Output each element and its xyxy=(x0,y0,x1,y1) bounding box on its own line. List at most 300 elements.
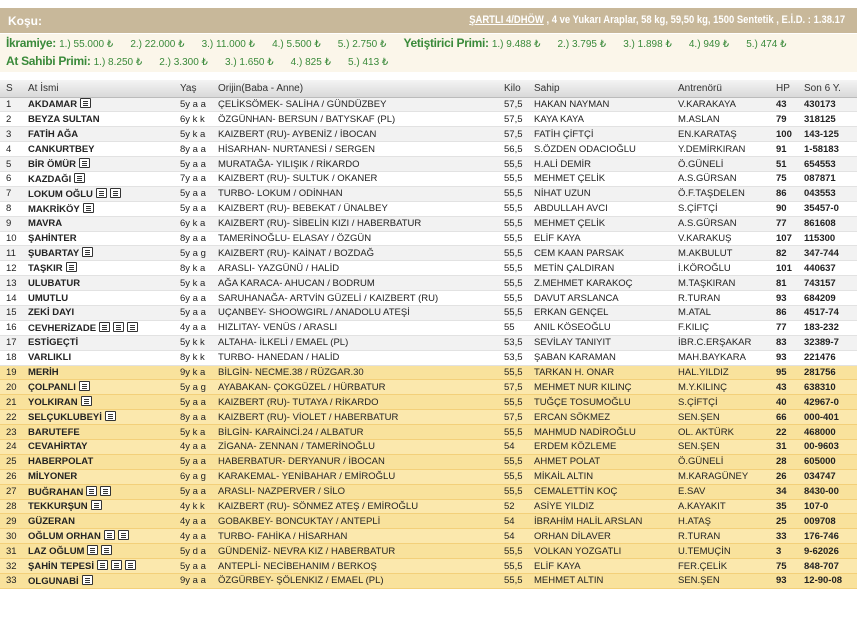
horse-name[interactable] xyxy=(22,246,174,261)
notepad-icon[interactable] xyxy=(101,545,112,555)
notepad-icon[interactable] xyxy=(66,262,77,272)
col-header-yas[interactable]: Yaş xyxy=(174,80,212,97)
horse-name-text[interactable]: BUĞRAHAN xyxy=(28,486,84,498)
horse-name-text[interactable]: KAZDAĞI xyxy=(28,173,72,185)
horse-name-text[interactable]: HABERPOLAT xyxy=(28,456,94,468)
horse-last6-text: 32389-7 xyxy=(804,337,839,349)
horse-trainer xyxy=(672,499,770,514)
notepad-icon[interactable] xyxy=(104,530,115,540)
horse-trainer xyxy=(672,216,770,231)
horse-weight xyxy=(498,350,528,365)
col-header-hp[interactable]: HP xyxy=(770,80,798,97)
horse-weight xyxy=(498,261,528,276)
row-number xyxy=(0,395,22,410)
horse-trainer xyxy=(672,380,770,395)
horse-hp xyxy=(770,425,798,440)
table-row[interactable] xyxy=(0,529,857,544)
table-row[interactable] xyxy=(0,335,857,350)
notepad-icon[interactable] xyxy=(80,98,91,108)
row-number xyxy=(0,261,22,276)
notepad-icon[interactable] xyxy=(74,173,85,183)
horse-owner xyxy=(528,276,672,291)
horse-name-text[interactable]: SELÇUKLUBEYİ xyxy=(28,412,102,424)
horse-name-text[interactable]: BARUTEFE xyxy=(28,426,80,438)
row-number-text: 14 xyxy=(6,292,17,304)
table-row[interactable] xyxy=(0,350,857,365)
table-row[interactable] xyxy=(0,499,857,514)
table-row[interactable] xyxy=(0,439,857,454)
horse-weight xyxy=(498,484,528,499)
table-row[interactable] xyxy=(0,484,857,499)
notepad-icon[interactable] xyxy=(97,560,108,570)
horse-name-text[interactable]: ŞAHİN TEPESİ xyxy=(28,561,94,573)
horse-owner xyxy=(528,305,672,320)
horse-name[interactable] xyxy=(22,514,174,529)
horse-last6-text: 009708 xyxy=(804,515,836,527)
horse-weight xyxy=(498,395,528,410)
horse-name-text[interactable]: ŞAHİNTER xyxy=(28,232,77,244)
horse-origin xyxy=(212,171,498,186)
horse-name[interactable] xyxy=(22,201,174,216)
horse-trainer xyxy=(672,350,770,365)
horse-last6-text: 9-62026 xyxy=(804,545,839,557)
horse-name[interactable] xyxy=(22,261,174,276)
sahibi-3: 3.) 1.650 ₺ xyxy=(224,57,274,68)
horse-name[interactable] xyxy=(22,380,174,395)
notepad-icon[interactable] xyxy=(96,188,107,198)
table-row[interactable] xyxy=(0,410,857,425)
horse-weight xyxy=(498,112,528,127)
horse-name-text[interactable]: GÜZERAN xyxy=(28,515,75,527)
table-row[interactable] xyxy=(0,380,857,395)
horse-name[interactable] xyxy=(22,544,174,559)
horse-trainer xyxy=(672,574,770,589)
col-header-orijin[interactable]: Orijin(Baba - Anne) xyxy=(212,80,498,97)
horse-trainer xyxy=(672,157,770,172)
table-row[interactable] xyxy=(0,320,857,335)
horse-name-text[interactable]: CEVHERİZADE xyxy=(28,322,97,334)
notepad-icon[interactable] xyxy=(127,322,138,332)
horse-name-text[interactable]: TEKKURŞUN xyxy=(28,501,88,513)
horse-last6 xyxy=(798,320,857,335)
horse-last6 xyxy=(798,350,857,365)
horse-age xyxy=(174,484,212,499)
horse-age xyxy=(174,305,212,320)
notepad-icon[interactable] xyxy=(105,411,116,421)
horse-name-text[interactable]: YOLKIRAN xyxy=(28,397,78,409)
horse-hp xyxy=(770,112,798,127)
horse-hp xyxy=(770,305,798,320)
horse-owner xyxy=(528,544,672,559)
horse-name-text[interactable]: BİR ÖMÜR xyxy=(28,159,77,170)
horse-age-text: 6y a g xyxy=(180,471,206,483)
row-number xyxy=(0,201,22,216)
horse-weight xyxy=(498,127,528,142)
horse-age xyxy=(174,276,212,291)
horse-name[interactable] xyxy=(22,320,174,335)
horse-name[interactable] xyxy=(22,335,174,350)
horse-age-text: 5y a a xyxy=(180,396,206,408)
table-row[interactable] xyxy=(0,276,857,291)
notepad-icon[interactable] xyxy=(110,188,121,198)
col-header-s[interactable]: S xyxy=(0,80,22,97)
row-number-text: 33 xyxy=(6,575,17,587)
horse-trainer xyxy=(672,201,770,216)
horse-last6 xyxy=(798,246,857,261)
notepad-icon[interactable] xyxy=(86,486,97,496)
horse-trainer-text: FER.ÇELİK xyxy=(678,560,728,572)
horse-hp xyxy=(770,559,798,574)
horse-name-text[interactable]: MERİH xyxy=(28,366,59,378)
row-number-text: 7 xyxy=(6,188,12,200)
row-number xyxy=(0,484,22,499)
horse-name-text[interactable]: TAŞKIR xyxy=(28,263,63,275)
horse-weight xyxy=(498,499,528,514)
table-row[interactable] xyxy=(0,157,857,172)
horse-name-text[interactable]: ŞUBARTAY xyxy=(28,248,80,260)
horse-weight-text: 55,5 xyxy=(504,203,523,215)
horse-name[interactable] xyxy=(22,231,174,246)
col-header-at-ismi[interactable]: At İsmi xyxy=(22,80,174,97)
notepad-icon[interactable] xyxy=(79,158,90,168)
horse-owner-text: Z.MEHMET KARAKOÇ xyxy=(534,277,633,289)
horse-origin-text: KARAKEMAL- YENİBAHAR / EMİROĞLU xyxy=(218,471,396,483)
horse-last6 xyxy=(798,529,857,544)
horse-last6-text: 35457-0 xyxy=(804,203,839,215)
horse-owner-text: KAYA KAYA xyxy=(534,113,584,125)
horse-age-text: 8y a a xyxy=(180,411,206,423)
horse-hp xyxy=(770,276,798,291)
horse-name[interactable] xyxy=(22,216,174,231)
table-row[interactable] xyxy=(0,186,857,201)
table-row[interactable] xyxy=(0,395,857,410)
table-row[interactable] xyxy=(0,544,857,559)
horse-name-text[interactable]: ESTİGEÇTİ xyxy=(28,337,79,349)
horse-last6 xyxy=(798,544,857,559)
row-number xyxy=(0,410,22,425)
horse-last6 xyxy=(798,365,857,380)
horse-owner xyxy=(528,97,672,112)
horse-name[interactable] xyxy=(22,454,174,469)
horse-last6-text: 107-0 xyxy=(804,500,829,512)
horse-owner xyxy=(528,410,672,425)
horse-name[interactable] xyxy=(22,484,174,499)
horse-weight xyxy=(498,544,528,559)
horse-trainer xyxy=(672,454,770,469)
horse-owner-text: TARKAN H. ONAR xyxy=(534,366,615,378)
horse-trainer-text: A.S.GÜRSAN xyxy=(678,218,737,230)
horse-last6 xyxy=(798,425,857,440)
row-number-text: 20 xyxy=(6,381,17,393)
horse-weight xyxy=(498,514,528,529)
horse-owner xyxy=(528,201,672,216)
table-row[interactable] xyxy=(0,454,857,469)
col-header-sahip[interactable]: Sahip xyxy=(528,80,672,97)
row-number xyxy=(0,514,22,529)
horse-weight xyxy=(498,276,528,291)
horse-name[interactable] xyxy=(22,499,174,514)
horse-owner xyxy=(528,380,672,395)
horse-name[interactable] xyxy=(22,365,174,380)
notepad-icon[interactable] xyxy=(82,575,93,585)
notepad-icon[interactable] xyxy=(91,500,102,510)
horse-name-text[interactable]: VARLIKLI xyxy=(28,352,72,364)
horse-owner-text: MEHMET ÇELİK xyxy=(534,218,606,230)
horse-age xyxy=(174,291,212,306)
horse-weight-text: 54 xyxy=(504,515,515,527)
horse-name[interactable] xyxy=(22,171,174,186)
horse-origin xyxy=(212,484,498,499)
horse-owner xyxy=(528,157,672,172)
horse-weight-text: 56,5 xyxy=(504,143,523,155)
horse-last6 xyxy=(798,142,857,157)
horse-hp xyxy=(770,574,798,589)
horse-hp-text: 66 xyxy=(776,411,787,423)
notepad-icon[interactable] xyxy=(82,247,93,257)
row-number xyxy=(0,469,22,484)
horse-owner-text: MEHMET NUR KILINÇ xyxy=(534,381,632,393)
horse-last6 xyxy=(798,291,857,306)
horse-trainer-text: İ.KÖROĞLU xyxy=(678,262,731,274)
horse-name-text[interactable]: BEYZA SULTAN xyxy=(28,113,100,125)
horse-owner xyxy=(528,574,672,589)
sahibi-1: 1.) 8.250 ₺ xyxy=(93,57,143,68)
horse-name-text[interactable]: CEVAHİRTAY xyxy=(28,441,88,453)
horse-last6 xyxy=(798,395,857,410)
row-number xyxy=(0,574,22,589)
notepad-icon[interactable] xyxy=(113,322,124,332)
table-row[interactable] xyxy=(0,142,857,157)
table-row[interactable] xyxy=(0,231,857,246)
table-row[interactable] xyxy=(0,425,857,440)
horse-name[interactable] xyxy=(22,425,174,440)
horse-weight-text: 55,5 xyxy=(504,262,523,274)
table-row[interactable] xyxy=(0,514,857,529)
notepad-icon[interactable] xyxy=(83,203,94,213)
horse-weight-text: 55,5 xyxy=(504,471,523,483)
notepad-icon[interactable] xyxy=(125,560,136,570)
horse-last6-text: 221476 xyxy=(804,352,836,364)
horse-trainer-text: U.TEMUÇİN xyxy=(678,545,731,557)
horse-owner-text: DAVUT ARSLANCA xyxy=(534,292,619,304)
horse-origin xyxy=(212,499,498,514)
row-number xyxy=(0,171,22,186)
horse-origin xyxy=(212,216,498,231)
horse-weight-text: 52 xyxy=(504,500,515,512)
table-row[interactable] xyxy=(0,201,857,216)
horse-trainer xyxy=(672,320,770,335)
horse-name-text[interactable]: OLGUNABİ xyxy=(28,575,79,587)
horse-name-text[interactable]: LOKUM OĞLU xyxy=(28,188,93,200)
horse-origin xyxy=(212,127,498,142)
horse-hp-text: 81 xyxy=(776,277,787,289)
horse-name-text[interactable]: MAKRİKÖY xyxy=(28,203,80,215)
horse-owner xyxy=(528,142,672,157)
row-number-text: 12 xyxy=(6,262,17,274)
horse-last6 xyxy=(798,410,857,425)
horse-name[interactable] xyxy=(22,127,174,142)
horse-trainer-text: Y.DEMİRKIRAN xyxy=(678,143,746,155)
row-number xyxy=(0,335,22,350)
row-number-text: 15 xyxy=(6,307,17,319)
col-header-son6[interactable]: Son 6 Y. xyxy=(798,80,857,97)
horse-last6-text: 440637 xyxy=(804,262,836,274)
horse-last6-text: 848-707 xyxy=(804,560,839,572)
table-row[interactable] xyxy=(0,246,857,261)
horse-age xyxy=(174,246,212,261)
table-row[interactable] xyxy=(0,469,857,484)
horse-weight xyxy=(498,335,528,350)
horse-name-text[interactable]: OĞLUM ORHAN xyxy=(28,531,101,543)
horse-hp xyxy=(770,97,798,112)
horse-name[interactable] xyxy=(22,112,174,127)
horse-origin xyxy=(212,320,498,335)
table-row[interactable] xyxy=(0,574,857,589)
table-row[interactable] xyxy=(0,127,857,142)
horse-name[interactable] xyxy=(22,469,174,484)
horse-name-text[interactable]: MAVRA xyxy=(28,218,63,230)
horse-name[interactable] xyxy=(22,142,174,157)
horse-name[interactable] xyxy=(22,574,174,589)
table-row[interactable] xyxy=(0,216,857,231)
horse-age-text: 5y a a xyxy=(180,158,206,170)
horse-origin xyxy=(212,425,498,440)
notepad-icon[interactable] xyxy=(99,322,110,332)
row-number-text: 27 xyxy=(6,486,17,498)
horse-origin-text: MURATAĞA- YILIŞIK / RİKARDO xyxy=(218,158,360,170)
horse-name[interactable] xyxy=(22,350,174,365)
horse-name[interactable] xyxy=(22,529,174,544)
horse-last6 xyxy=(798,484,857,499)
horse-last6-text: 684209 xyxy=(804,292,836,304)
horse-last6-text: 12-90-08 xyxy=(804,575,843,587)
horse-last6-text: 183-232 xyxy=(804,322,839,334)
horse-name-text[interactable]: ÇOLPANLI xyxy=(28,382,76,394)
horse-weight-text: 55,5 xyxy=(504,173,523,185)
horse-origin xyxy=(212,276,498,291)
horse-name[interactable] xyxy=(22,186,174,201)
horse-name[interactable] xyxy=(22,276,174,291)
horse-origin xyxy=(212,261,498,276)
table-row[interactable] xyxy=(0,291,857,306)
horse-weight-text: 57,5 xyxy=(504,113,523,125)
horse-age-text: 5y k a xyxy=(180,277,206,289)
row-number xyxy=(0,439,22,454)
col-header-antrenor[interactable]: Antrenörü xyxy=(672,80,770,97)
horse-owner xyxy=(528,499,672,514)
horse-origin-text: SARUHANAĞA- ARTVİN GÜZELİ / KAIZBERT (RU) xyxy=(218,292,439,304)
horse-weight xyxy=(498,291,528,306)
horse-name-text[interactable]: MİLYONER xyxy=(28,471,78,483)
horse-weight-text: 57,5 xyxy=(504,128,523,140)
horse-name-text[interactable]: LAZ OĞLUM xyxy=(28,546,85,558)
row-number-text: 29 xyxy=(6,515,17,527)
horse-trainer-text: HAL.YILDIZ xyxy=(678,366,729,378)
horse-name-text[interactable]: AKDAMAR xyxy=(28,99,78,111)
table-row[interactable] xyxy=(0,261,857,276)
horse-name[interactable] xyxy=(22,439,174,454)
horse-owner xyxy=(528,559,672,574)
horse-name[interactable] xyxy=(22,291,174,306)
horse-name[interactable] xyxy=(22,395,174,410)
horse-name-text[interactable]: FATİH AĞA xyxy=(28,128,79,140)
race-condition-link[interactable]: ŞARTLI 4/DHÖW xyxy=(469,14,544,26)
horse-trainer-text: MAH.BAYKARA xyxy=(678,352,746,364)
notepad-icon[interactable] xyxy=(79,381,90,391)
row-number-text: 31 xyxy=(6,545,17,557)
table-row[interactable] xyxy=(0,365,857,380)
notepad-icon[interactable] xyxy=(81,396,92,406)
horse-owner-text: ELİF KAYA xyxy=(534,560,581,572)
notepad-icon[interactable] xyxy=(100,486,111,496)
horse-name[interactable] xyxy=(22,157,174,172)
yetistirici-4: 4.) 949 ₺ xyxy=(688,39,730,50)
horse-name[interactable] xyxy=(22,559,174,574)
row-number-text: 11 xyxy=(6,247,16,259)
table-row[interactable] xyxy=(0,559,857,574)
horse-origin xyxy=(212,365,498,380)
horse-weight xyxy=(498,410,528,425)
horse-owner-text: CEM KAAN PARSAK xyxy=(534,247,625,259)
horse-age xyxy=(174,439,212,454)
table-row[interactable] xyxy=(0,97,857,112)
horse-trainer xyxy=(672,544,770,559)
notepad-icon[interactable] xyxy=(87,545,98,555)
table-row[interactable] xyxy=(0,171,857,186)
row-number xyxy=(0,365,22,380)
horse-name[interactable] xyxy=(22,410,174,425)
horse-age-text: 8y k a xyxy=(180,262,206,274)
notepad-icon[interactable] xyxy=(118,530,129,540)
horse-hp xyxy=(770,380,798,395)
horse-trainer xyxy=(672,112,770,127)
row-number xyxy=(0,544,22,559)
horse-origin xyxy=(212,201,498,216)
horse-weight xyxy=(498,142,528,157)
horse-name-text[interactable]: CANKURTBEY xyxy=(28,143,95,155)
horse-last6-text: 143-125 xyxy=(804,128,839,140)
horse-age-text: 6y k k xyxy=(180,113,205,125)
horse-weight xyxy=(498,305,528,320)
horse-hp xyxy=(770,350,798,365)
notepad-icon[interactable] xyxy=(111,560,122,570)
horse-name[interactable] xyxy=(22,97,174,112)
table-row[interactable] xyxy=(0,112,857,127)
table-body xyxy=(0,97,857,588)
horse-owner xyxy=(528,350,672,365)
horse-hp-text: 22 xyxy=(776,426,787,438)
horse-owner-text: AHMET POLAT xyxy=(534,456,601,468)
row-number-text: 21 xyxy=(6,396,17,408)
horse-trainer-text: SEN.ŞEN xyxy=(678,411,720,423)
horse-hp-text: 25 xyxy=(776,515,787,527)
horse-owner-text: S.ÖZDEN ODACIOĞLU xyxy=(534,143,636,155)
horse-owner xyxy=(528,112,672,127)
horse-trainer-text: V.KARAKAYA xyxy=(678,98,736,110)
yetistirici-label: Yetiştirici Primi: xyxy=(403,36,489,50)
horse-name-text[interactable]: ZEKİ DAYI xyxy=(28,307,75,319)
horse-name-text[interactable]: UMUTLU xyxy=(28,292,69,304)
horse-name[interactable] xyxy=(22,305,174,320)
horse-weight-text: 55,5 xyxy=(504,426,523,438)
col-header-kilo[interactable]: Kilo xyxy=(498,80,528,97)
horse-hp-text: 83 xyxy=(776,337,787,349)
horse-origin-text: TAMERİNOĞLU- ELASAY / ÖZGÜN xyxy=(218,232,372,244)
horse-name-text[interactable]: ULUBATUR xyxy=(28,277,81,289)
row-number xyxy=(0,350,22,365)
table-row[interactable] xyxy=(0,305,857,320)
row-number xyxy=(0,157,22,172)
